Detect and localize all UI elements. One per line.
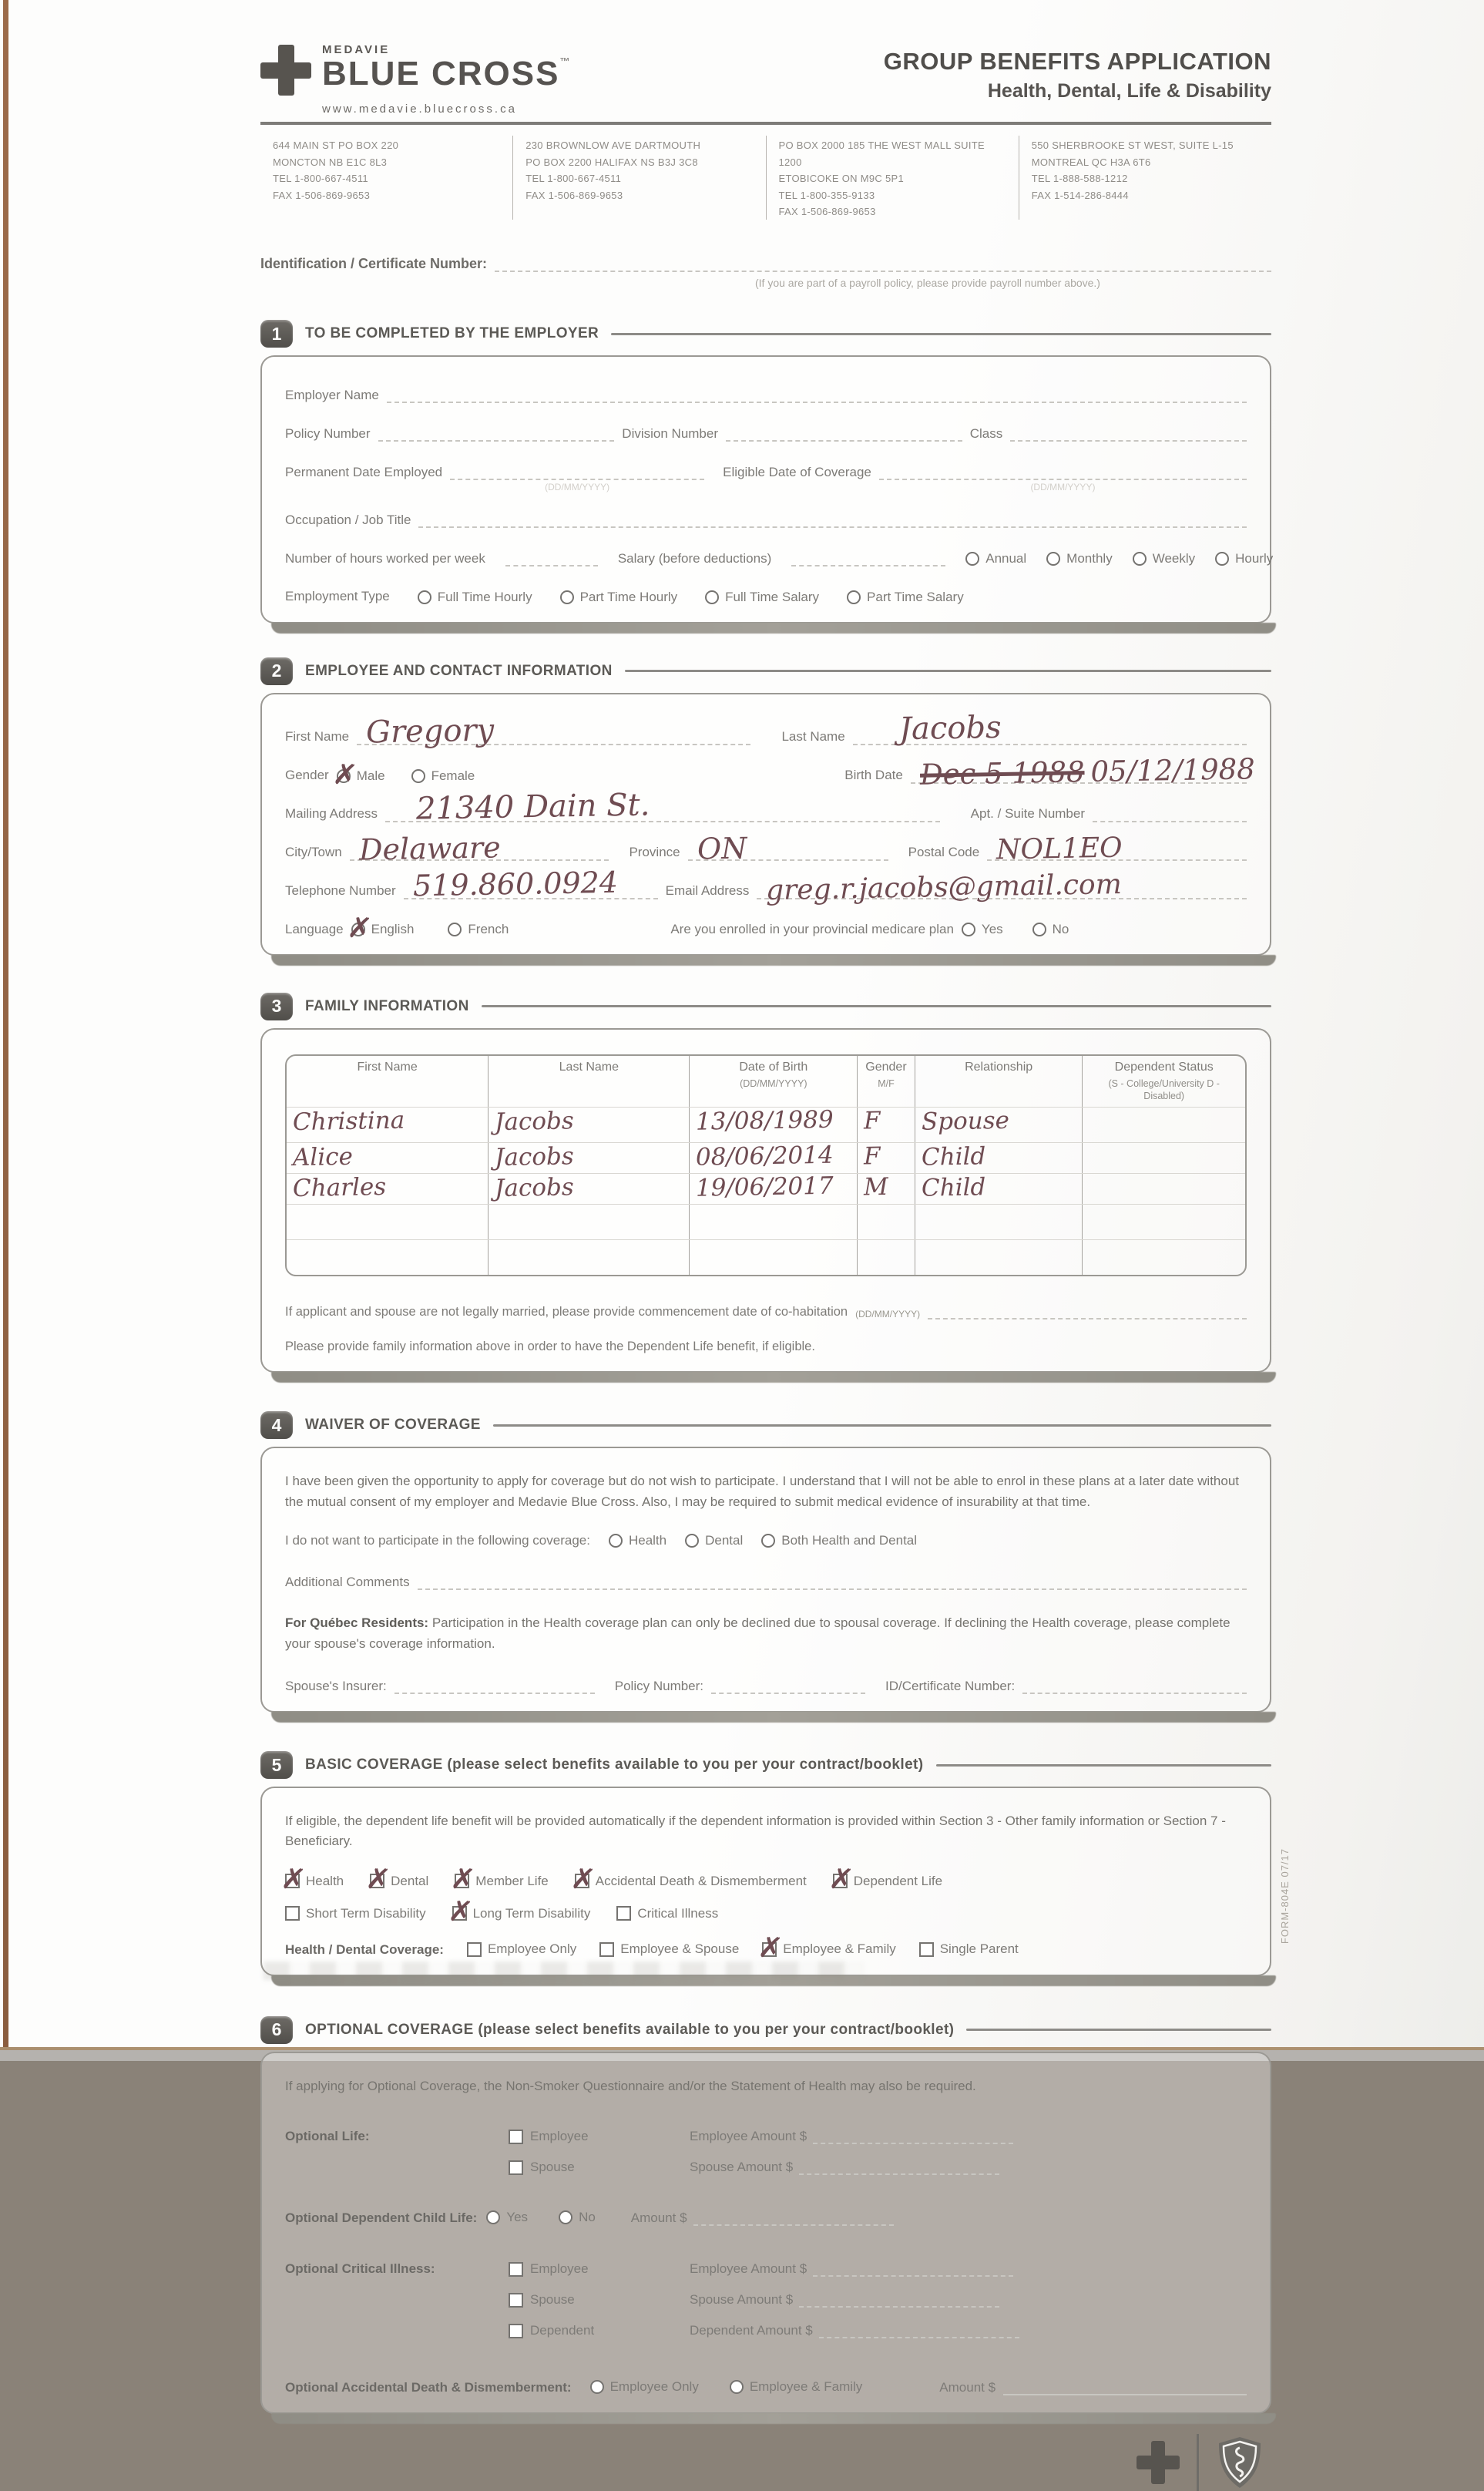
cohabitation-date-hint: (DD/MM/YYYY)	[855, 1309, 921, 1320]
section-6-title: OPTIONAL COVERAGE (please select benefits available to you per your contract/booklet)	[305, 2021, 955, 2038]
add-checkbox[interactable]	[575, 1874, 589, 1888]
medicare-yes-option[interactable]: Yes	[962, 922, 1003, 937]
oci-label: Optional Critical Illness:	[285, 2261, 435, 2277]
gender-female-option[interactable]: Female	[411, 768, 475, 784]
member-life-checkbox[interactable]	[455, 1874, 469, 1888]
section-5-badge: 5	[260, 1751, 293, 1779]
oci-employee-checkbox[interactable]	[509, 2262, 523, 2277]
medicare-no-radio[interactable]	[1032, 923, 1046, 936]
postal-code-field[interactable]	[987, 832, 1247, 866]
employment-full-time-salary[interactable]: Full Time Salary	[705, 590, 819, 605]
employment-part-time-salary[interactable]: Part Time Salary	[847, 590, 964, 605]
policy-number-field[interactable]	[378, 425, 615, 442]
apt-suite-field[interactable]	[1093, 805, 1247, 822]
odcl-amount-label: Amount $	[630, 2210, 687, 2226]
first-name-field[interactable]	[357, 712, 750, 751]
id-certificate-label: ID/Certificate Number:	[885, 1678, 1016, 1693]
oadd-employee-only-option[interactable]: Employee Only	[590, 2379, 699, 2395]
office-etobicoke: PO BOX 2000 185 THE WEST MALL SUITE 1200 ETOBICOKE ON M9C 5P1 TEL 1-800-355-9133 FAX 1-506-869-9653	[766, 136, 1019, 220]
identification-note: (If you are part of a payroll policy, please provide payroll number above.)	[755, 277, 1100, 290]
quebec-residents-note: For Québec Residents: Participation in the Health coverage plan can only be declined due to spousal coverage. If declining the Health coverage, please complete your spouse's coverage information.	[285, 1615, 1231, 1651]
logo-divider	[1197, 2434, 1199, 2491]
critical-illness-checkbox[interactable]	[616, 1906, 631, 1921]
family-row-child-2[interactable]: Charles Jacobs 19/06/2017 M Child	[287, 1173, 1245, 1204]
section-2-title: EMPLOYEE AND CONTACT INFORMATION	[305, 662, 613, 679]
footer-logos	[260, 2434, 1271, 2491]
oci-employee-amount-field[interactable]	[813, 2260, 1013, 2277]
salary-field[interactable]	[791, 550, 945, 566]
oci-spouse-amount-label: Spouse Amount $	[690, 2292, 794, 2308]
employment-full-time-hourly[interactable]: Full Time Hourly	[418, 590, 532, 605]
section-6-badge: 6	[260, 2016, 293, 2044]
birth-date-crossed-out: Dec 5 1988	[919, 755, 1085, 792]
brand-top-text: MEDAVIE	[322, 43, 391, 56]
postal-code-label: Postal Code	[908, 845, 980, 860]
telephone-value: 519.860.0924	[412, 866, 618, 903]
health-checkbox[interactable]	[285, 1874, 300, 1888]
section-1-badge: 1	[260, 320, 293, 348]
birth-date-value: 05/12/1988	[1089, 752, 1255, 789]
section-5-title: BASIC COVERAGE (please select benefits available to you per your contract/booklet)	[305, 1756, 924, 1773]
eligible-date-field[interactable]	[879, 463, 1247, 493]
oadd-employee-family-radio[interactable]	[730, 2380, 744, 2394]
decline-both-option[interactable]: Both Health and Dental	[761, 1533, 917, 1548]
cohabitation-text: If applicant and spouse are not legally married, please provide commencement date of co-habitation	[285, 1305, 848, 1319]
section-1-employer	[260, 355, 1274, 623]
permanent-date-field[interactable]	[450, 463, 704, 493]
form-subtitle: Health, Dental, Life & Disability	[987, 80, 1271, 102]
postal-code-value: NOL1EO	[995, 832, 1123, 866]
occupation-field[interactable]	[418, 511, 1247, 528]
oci-employee[interactable]: Employee	[509, 2261, 690, 2277]
birth-date-label: Birth Date	[844, 768, 903, 783]
benefit-short-term-disability[interactable]: Short Term Disability	[285, 1906, 426, 1921]
ol-spouse-amount-label: Spouse Amount $	[690, 2160, 794, 2175]
medicare-question-label: Are you enrolled in your provincial medicare plan	[670, 921, 954, 936]
male-radio[interactable]	[337, 769, 351, 783]
province-field[interactable]	[688, 831, 888, 866]
section-4-waiver	[260, 1447, 1271, 1713]
section-3-badge: 3	[260, 993, 293, 1020]
dental-checkbox[interactable]	[370, 1874, 384, 1888]
section-4-badge: 4	[260, 1411, 293, 1439]
family-row-spouse[interactable]: Christina Jacobs 13/08/1989 F Spouse	[287, 1107, 1245, 1142]
office-moncton: 644 MAIN ST PO BOX 220 MONCTON NB E1C 8L3 TEL 1-800-667-4511 FAX 1-506-869-9653	[273, 140, 399, 201]
additional-comments-label: Additional Comments	[285, 1575, 410, 1590]
benefit-member-life[interactable]: ✗ Member Life	[455, 1874, 548, 1889]
odcl-no-option[interactable]: No	[559, 2210, 596, 2225]
ol-spouse-checkbox[interactable]	[509, 2160, 523, 2175]
health-dental-coverage-label: Health / Dental Coverage:	[285, 1941, 444, 1957]
part-time-hourly-radio[interactable]	[560, 590, 574, 604]
header-relationship: Relationship	[915, 1056, 1083, 1108]
last-name-label: Last Name	[781, 729, 845, 745]
female-radio[interactable]	[411, 769, 425, 783]
office-dartmouth: 230 BROWNLOW AVE DARTMOUTH PO BOX 2200 HALIFAX NS B3J 3C8 TEL 1-800-667-4511 FAX 1-506-869-9653	[512, 136, 765, 220]
benefit-add[interactable]: ✗ Accidental Death & Dismemberment	[575, 1874, 807, 1889]
permanent-date-label: Permanent Date Employed	[285, 465, 443, 480]
blue-cross-logo-icon	[260, 45, 311, 96]
odcl-label: Optional Dependent Child Life:	[285, 2210, 478, 2225]
salary-period-monthly[interactable]: Monthly	[1046, 551, 1113, 566]
oci-spouse-amount-field[interactable]	[799, 2291, 999, 2308]
dependent-life-checkbox[interactable]	[833, 1874, 848, 1888]
benefit-long-term-disability[interactable]: ✗ Long Term Disability	[452, 1906, 591, 1921]
hd-employee-only[interactable]: Employee Only	[467, 1941, 576, 1957]
last-name-value: Jacobs	[898, 709, 1002, 747]
optional-life-label: Optional Life:	[285, 2129, 370, 2144]
first-name-label: First Name	[285, 729, 350, 745]
telephone-field[interactable]	[404, 866, 658, 903]
ol-spouse-amount-field[interactable]	[799, 2158, 999, 2175]
page-showthrough-smudge	[264, 1962, 865, 1980]
oadd-amount-label: Amount $	[939, 2379, 996, 2395]
odcl-yes-option[interactable]: Yes	[486, 2210, 528, 2225]
optional-coverage-note: If applying for Optional Coverage, the Non-Smoker Questionnaire and/or the Statement of Health may also be required.	[285, 2078, 976, 2093]
decline-dental-option[interactable]: Dental	[685, 1533, 743, 1548]
id-certificate-field[interactable]	[1022, 1677, 1247, 1694]
class-label: Class	[969, 426, 1003, 442]
employee-only-checkbox[interactable]	[467, 1942, 482, 1957]
single-parent-checkbox[interactable]	[919, 1942, 934, 1957]
decline-both-radio[interactable]	[761, 1534, 775, 1548]
section-6-optional-coverage	[260, 2052, 1271, 2414]
salary-period-annual[interactable]: Annual	[965, 551, 1026, 566]
benefit-critical-illness[interactable]: Critical Illness	[616, 1906, 718, 1921]
std-checkbox[interactable]	[285, 1906, 300, 1921]
division-number-field[interactable]	[726, 425, 962, 442]
language-label: Language	[285, 921, 344, 936]
cohabitation-date-field[interactable]	[928, 1303, 1247, 1319]
telephone-label: Telephone Number	[285, 883, 396, 899]
medicare-no-option[interactable]: No	[1032, 922, 1069, 937]
blue-shield-footer-icon	[1216, 2436, 1264, 2489]
office-addresses	[260, 136, 1271, 220]
division-number-label: Division Number	[622, 426, 718, 442]
oci-dependent-amount-label: Dependent Amount $	[690, 2323, 813, 2338]
header-dob: Date of Birth (DD/MM/YYYY)	[689, 1056, 857, 1108]
hours-worked-field[interactable]	[505, 550, 598, 566]
family-row-child-1[interactable]: Alice Jacobs 08/06/2014 F Child	[287, 1142, 1245, 1173]
decline-dental-radio[interactable]	[685, 1534, 699, 1548]
section-2-badge: 2	[260, 657, 293, 685]
email-value: greg.r.jacobs@gmail.com	[765, 869, 1123, 907]
email-field[interactable]	[757, 869, 1247, 907]
salary-label: Salary (before deductions)	[617, 551, 772, 566]
province-label: Province	[629, 845, 680, 860]
province-value: ON	[697, 831, 747, 866]
form-code: FORM-804E 07/17	[1279, 1848, 1291, 1945]
section-4-title: WAIVER OF COVERAGE	[305, 1417, 481, 1434]
gender-label: Gender	[285, 768, 329, 783]
last-name-field[interactable]	[853, 709, 1247, 747]
class-field[interactable]	[1010, 425, 1247, 442]
employee-family-checkbox[interactable]	[762, 1942, 777, 1957]
oadd-employee-family-option[interactable]: Employee & Family	[730, 2379, 862, 2395]
waiver-paragraph: I have been given the opportunity to apply for coverage but do not wish to participate. I understand that I will not be able to enrol in these plans at a later date without the mutual consent of my employer and Medavie Blue Cross. Also, I may be required to submit medical evidence of insurability at that time.	[285, 1474, 1240, 1509]
ol-employee-amount-field[interactable]	[813, 2127, 1013, 2144]
website-text: www.medavie.bluecross.ca	[322, 103, 517, 116]
full-time-salary-radio[interactable]	[705, 590, 719, 604]
hd-employee-spouse[interactable]: Employee & Spouse	[599, 1941, 739, 1957]
form-titles	[884, 40, 1271, 103]
header-last-name: Last Name	[488, 1056, 689, 1108]
section-2-employee	[260, 693, 1271, 956]
hd-employee-family[interactable]: ✗ Employee & Family	[762, 1941, 895, 1957]
spouse-insurer-label: Spouse's Insurer:	[285, 1678, 387, 1693]
city-label: City/Town	[285, 845, 342, 860]
optional-life-spouse[interactable]: Spouse	[509, 2160, 690, 2175]
gender-male-option[interactable]: ✗ Male	[337, 768, 385, 784]
employer-name-field[interactable]	[387, 386, 1247, 403]
dependent-life-note: Please provide family information above in order to have the Dependent Life benefit, if eligible.	[285, 1340, 815, 1354]
policy-number-label: Policy Number	[285, 426, 371, 442]
hourly-radio[interactable]	[1215, 552, 1229, 566]
waiver-policy-number-label: Policy Number:	[614, 1678, 704, 1693]
mailing-address-field[interactable]	[385, 786, 940, 827]
employee-spouse-checkbox[interactable]	[599, 1942, 614, 1957]
city-field[interactable]	[350, 830, 609, 868]
decline-health-option[interactable]: Health	[609, 1533, 666, 1548]
brand-block	[260, 40, 571, 116]
salary-period-hourly[interactable]: Hourly	[1215, 551, 1273, 566]
full-time-hourly-radio[interactable]	[418, 590, 431, 604]
section-1-title: TO BE COMPLETED BY THE EMPLOYER	[305, 325, 599, 342]
email-label: Email Address	[665, 883, 750, 899]
oci-dependent[interactable]: Dependent	[509, 2323, 690, 2338]
medicare-yes-radio[interactable]	[962, 923, 975, 936]
spouse-insurer-field[interactable]	[395, 1677, 595, 1694]
family-row-empty[interactable]	[287, 1204, 1245, 1239]
trademark-symbol: ™	[559, 55, 572, 67]
section-3-title: FAMILY INFORMATION	[305, 997, 469, 1014]
section-3-family	[260, 1028, 1271, 1373]
weekly-radio[interactable]	[1133, 552, 1147, 566]
first-name-value: Gregory	[365, 712, 495, 751]
language-french-option[interactable]: French	[448, 922, 509, 937]
office-montreal: 550 SHERBROOKE ST WEST, SUITE L-15 MONTREAL QC H3A 6T6 TEL 1-888-588-1212 FAX 1-514-286-8444	[1019, 136, 1271, 220]
waiver-policy-number-field[interactable]	[711, 1677, 865, 1694]
additional-comments-field[interactable]	[418, 1573, 1247, 1590]
header-dependent-status: Dependent Status (S - College/University D - Disabled)	[1082, 1056, 1244, 1108]
apt-suite-label: Apt. / Suite Number	[970, 806, 1085, 822]
language-english-option[interactable]: ✗ English	[351, 922, 415, 937]
desk-edge-left	[3, 0, 8, 2052]
ol-employee-amount-label: Employee Amount $	[690, 2129, 807, 2144]
part-time-salary-radio[interactable]	[847, 590, 861, 604]
english-radio[interactable]	[351, 923, 365, 936]
hours-worked-label: Number of hours worked per week	[285, 551, 485, 566]
employment-type-label: Employment Type	[285, 589, 390, 604]
date-format-hint: (DD/MM/YYYY)	[545, 482, 610, 493]
ltd-checkbox[interactable]	[452, 1906, 467, 1921]
oci-spouse-checkbox[interactable]	[509, 2293, 523, 2308]
occupation-label: Occupation / Job Title	[285, 513, 411, 528]
odcl-amount-field[interactable]	[693, 2209, 894, 2226]
brand-name: BLUE CROSS™	[322, 55, 572, 92]
form-header	[260, 40, 1271, 116]
oadd-employee-only-radio[interactable]	[590, 2380, 604, 2394]
oci-spouse[interactable]: Spouse	[509, 2292, 690, 2308]
form-title: GROUP BENEFITS APPLICATION	[883, 48, 1271, 75]
eligible-date-label: Eligible Date of Coverage	[723, 465, 871, 480]
benefit-dental[interactable]: ✗ Dental	[370, 1874, 428, 1889]
city-value: Delaware	[358, 830, 501, 868]
salary-period-weekly[interactable]: Weekly	[1133, 551, 1195, 566]
french-radio[interactable]	[448, 923, 462, 936]
hd-single-parent[interactable]: Single Parent	[919, 1941, 1019, 1957]
employer-name-label: Employer Name	[285, 388, 379, 403]
oci-dependent-amount-field[interactable]	[819, 2321, 1019, 2338]
mailing-address-value: 21340 Dain St.	[415, 786, 650, 827]
oci-employee-amount-label: Employee Amount $	[690, 2261, 807, 2277]
employment-part-time-hourly[interactable]: Part Time Hourly	[560, 590, 678, 605]
family-table	[285, 1054, 1247, 1277]
blue-cross-footer-icon	[1137, 2441, 1180, 2484]
odcl-yes-radio[interactable]	[486, 2210, 500, 2224]
decline-health-radio[interactable]	[609, 1534, 623, 1548]
decline-coverage-label: I do not want to participate in the following coverage:	[285, 1533, 590, 1548]
family-table-header	[287, 1056, 1245, 1108]
benefit-health[interactable]: ✗ Health	[285, 1874, 344, 1889]
section-5-basic-coverage	[260, 1787, 1271, 1976]
identification-number-field[interactable]	[495, 255, 1271, 272]
header-divider	[260, 122, 1271, 125]
oci-dependent-checkbox[interactable]	[509, 2324, 523, 2338]
family-row-empty[interactable]	[287, 1239, 1245, 1275]
monthly-radio[interactable]	[1046, 552, 1060, 566]
odcl-no-radio[interactable]	[559, 2210, 572, 2224]
oadd-label: Optional Accidental Death & Dismemberment:	[285, 2379, 572, 2395]
oadd-amount-field[interactable]	[1003, 2378, 1247, 2395]
header-first-name: First Name	[357, 1060, 418, 1074]
identification-label: Identification / Certificate Number:	[260, 256, 488, 272]
header-gender: Gender M/F	[857, 1056, 915, 1108]
optional-life-employee[interactable]: Employee	[509, 2129, 690, 2144]
basic-coverage-note: If eligible, the dependent life benefit will be provided automatically if the dependent information is provided within Section 3 - Other family information or Section 7 - Beneficiary.	[285, 1814, 1226, 1849]
date-format-hint: (DD/MM/YYYY)	[1030, 482, 1096, 493]
mailing-address-label: Mailing Address	[285, 806, 378, 822]
birth-date-field[interactable]	[911, 752, 1255, 792]
benefit-dependent-life[interactable]: ✗ Dependent Life	[833, 1874, 942, 1889]
ol-employee-checkbox[interactable]	[509, 2130, 523, 2144]
annual-radio[interactable]	[965, 552, 979, 566]
